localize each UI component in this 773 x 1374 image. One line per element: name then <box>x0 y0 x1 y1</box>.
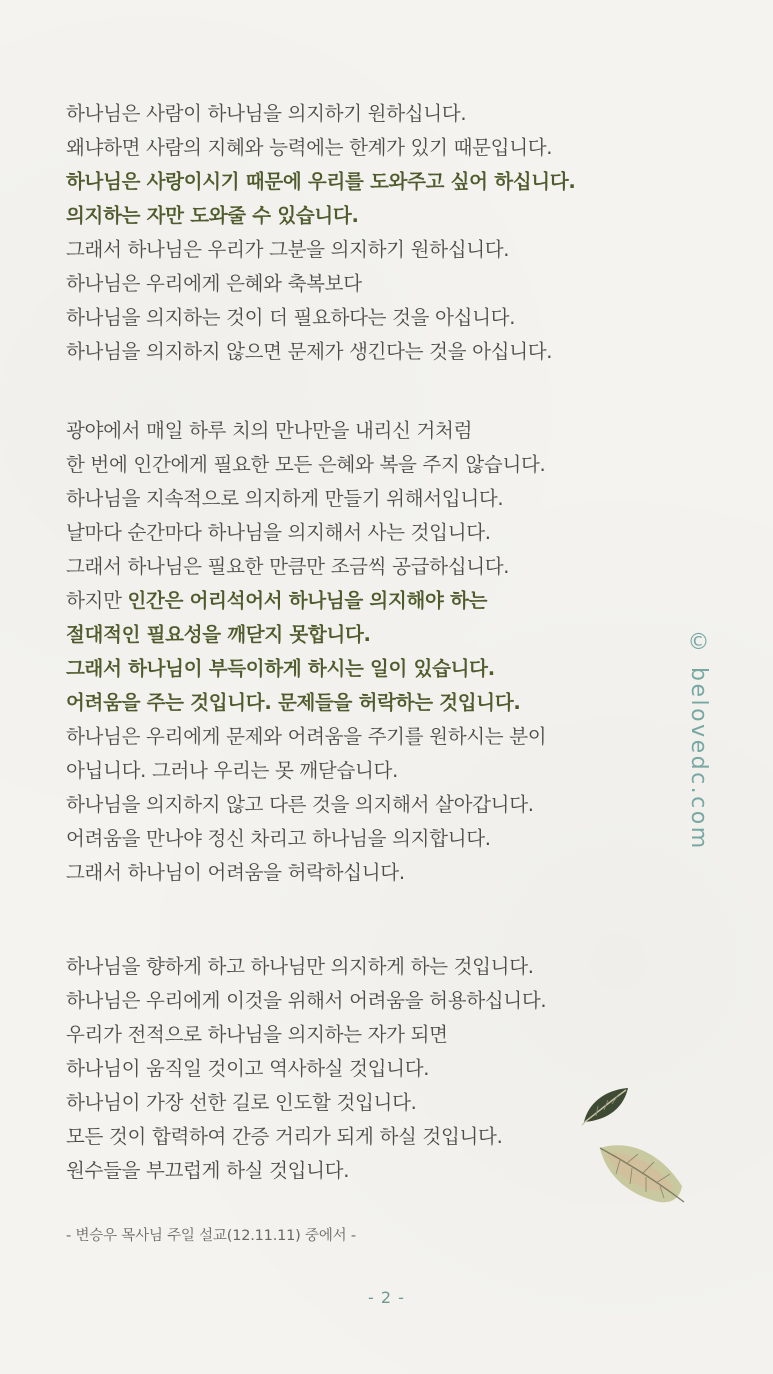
emphasis-line: 그래서 하나님이 부득이하게 하시는 일이 있습니다. <box>66 657 495 680</box>
sermon-source: - 변승우 목사님 주일 설교(12.11.11) 중에서 - <box>66 1228 356 1244</box>
leaf-icon <box>578 1082 632 1128</box>
text-line: 하나님은 사람이 하나님을 의지하기 원하십니다. <box>66 102 467 125</box>
text-line: 하나님이 가장 선한 길로 인도할 것입니다. <box>66 1091 417 1114</box>
emphasis-line: 의지하는 자만 도와줄 수 있습니다. <box>66 204 359 227</box>
text-line: 하나님을 의지하지 않으면 문제가 생긴다는 것을 아십니다. <box>66 340 553 363</box>
text-line: 우리가 전적으로 하나님을 의지하는 자가 되면 <box>66 1023 448 1046</box>
text-line: 하나님을 의지하는 것이 더 필요하다는 것을 아십니다. <box>66 306 516 329</box>
text-line: 날마다 순간마다 하나님을 의지해서 사는 것입니다. <box>66 521 491 544</box>
leaf-icon <box>596 1140 688 1208</box>
text-line: 하나님이 움직일 것이고 역사하실 것입니다. <box>66 1057 430 1080</box>
text-line: 광야에서 매일 하루 치의 만나만을 내리신 거처럼 <box>66 419 473 442</box>
text-line: 그래서 하나님은 필요한 만큼만 조금씩 공급하십니다. <box>66 555 510 578</box>
text-line: 하나님을 의지하지 않고 다른 것을 의지해서 살아갑니다. <box>66 793 534 816</box>
text-line: 아닙니다. 그러나 우리는 못 깨닫습니다. <box>66 759 398 782</box>
paragraph-3 <box>66 950 546 1188</box>
text-line: 모든 것이 합력하여 간증 거리가 되게 하실 것입니다. <box>66 1125 503 1148</box>
emphasis-line: 하나님은 사랑이시기 때문에 우리를 도와주고 싶어 하십니다. <box>66 170 576 193</box>
page-number: - 2 - <box>368 1288 405 1307</box>
mixed-line <box>66 584 546 618</box>
text-line: 하나님을 향하게 하고 하나님만 의지하게 하는 것입니다. <box>66 955 534 978</box>
text-line: 왜냐하면 사람의 지혜와 능력에는 한계가 있기 때문입니다. <box>66 136 553 159</box>
text-line: 그래서 하나님은 우리가 그분을 의지하기 원하십니다. <box>66 238 510 261</box>
text-line: 하나님은 우리에게 은혜와 축복보다 <box>66 272 362 295</box>
emphasis-line: 어려움을 주는 것입니다. 문제들을 허락하는 것입니다. <box>66 691 521 714</box>
text-line: 한 번에 인간에게 필요한 모든 은혜와 복을 주지 않습니다. <box>66 453 546 476</box>
text-line: 어려움을 만나야 정신 차리고 하나님을 의지합니다. <box>66 827 491 850</box>
text-line: 원수들을 부끄럽게 하실 것입니다. <box>66 1159 350 1182</box>
text-line: 그래서 하나님이 어려움을 허락하십니다. <box>66 861 405 884</box>
text-line: 하나님은 우리에게 이것을 위해서 어려움을 허용하십니다. <box>66 989 547 1012</box>
text-run: 하지만 <box>66 589 128 612</box>
text-line: 하나님은 우리에게 문제와 어려움을 주기를 원하시는 분이 <box>66 725 547 748</box>
watermark: © belovedc.com <box>686 630 711 851</box>
emphasis-run: 인간은 어리석어서 하나님을 의지해야 하는 <box>127 589 488 612</box>
paragraph-1 <box>66 97 575 369</box>
paragraph-2 <box>66 414 546 890</box>
text-line: 하나님을 지속적으로 의지하게 만들기 위해서입니다. <box>66 487 504 510</box>
emphasis-line: 절대적인 필요성을 깨닫지 못합니다. <box>66 623 371 646</box>
